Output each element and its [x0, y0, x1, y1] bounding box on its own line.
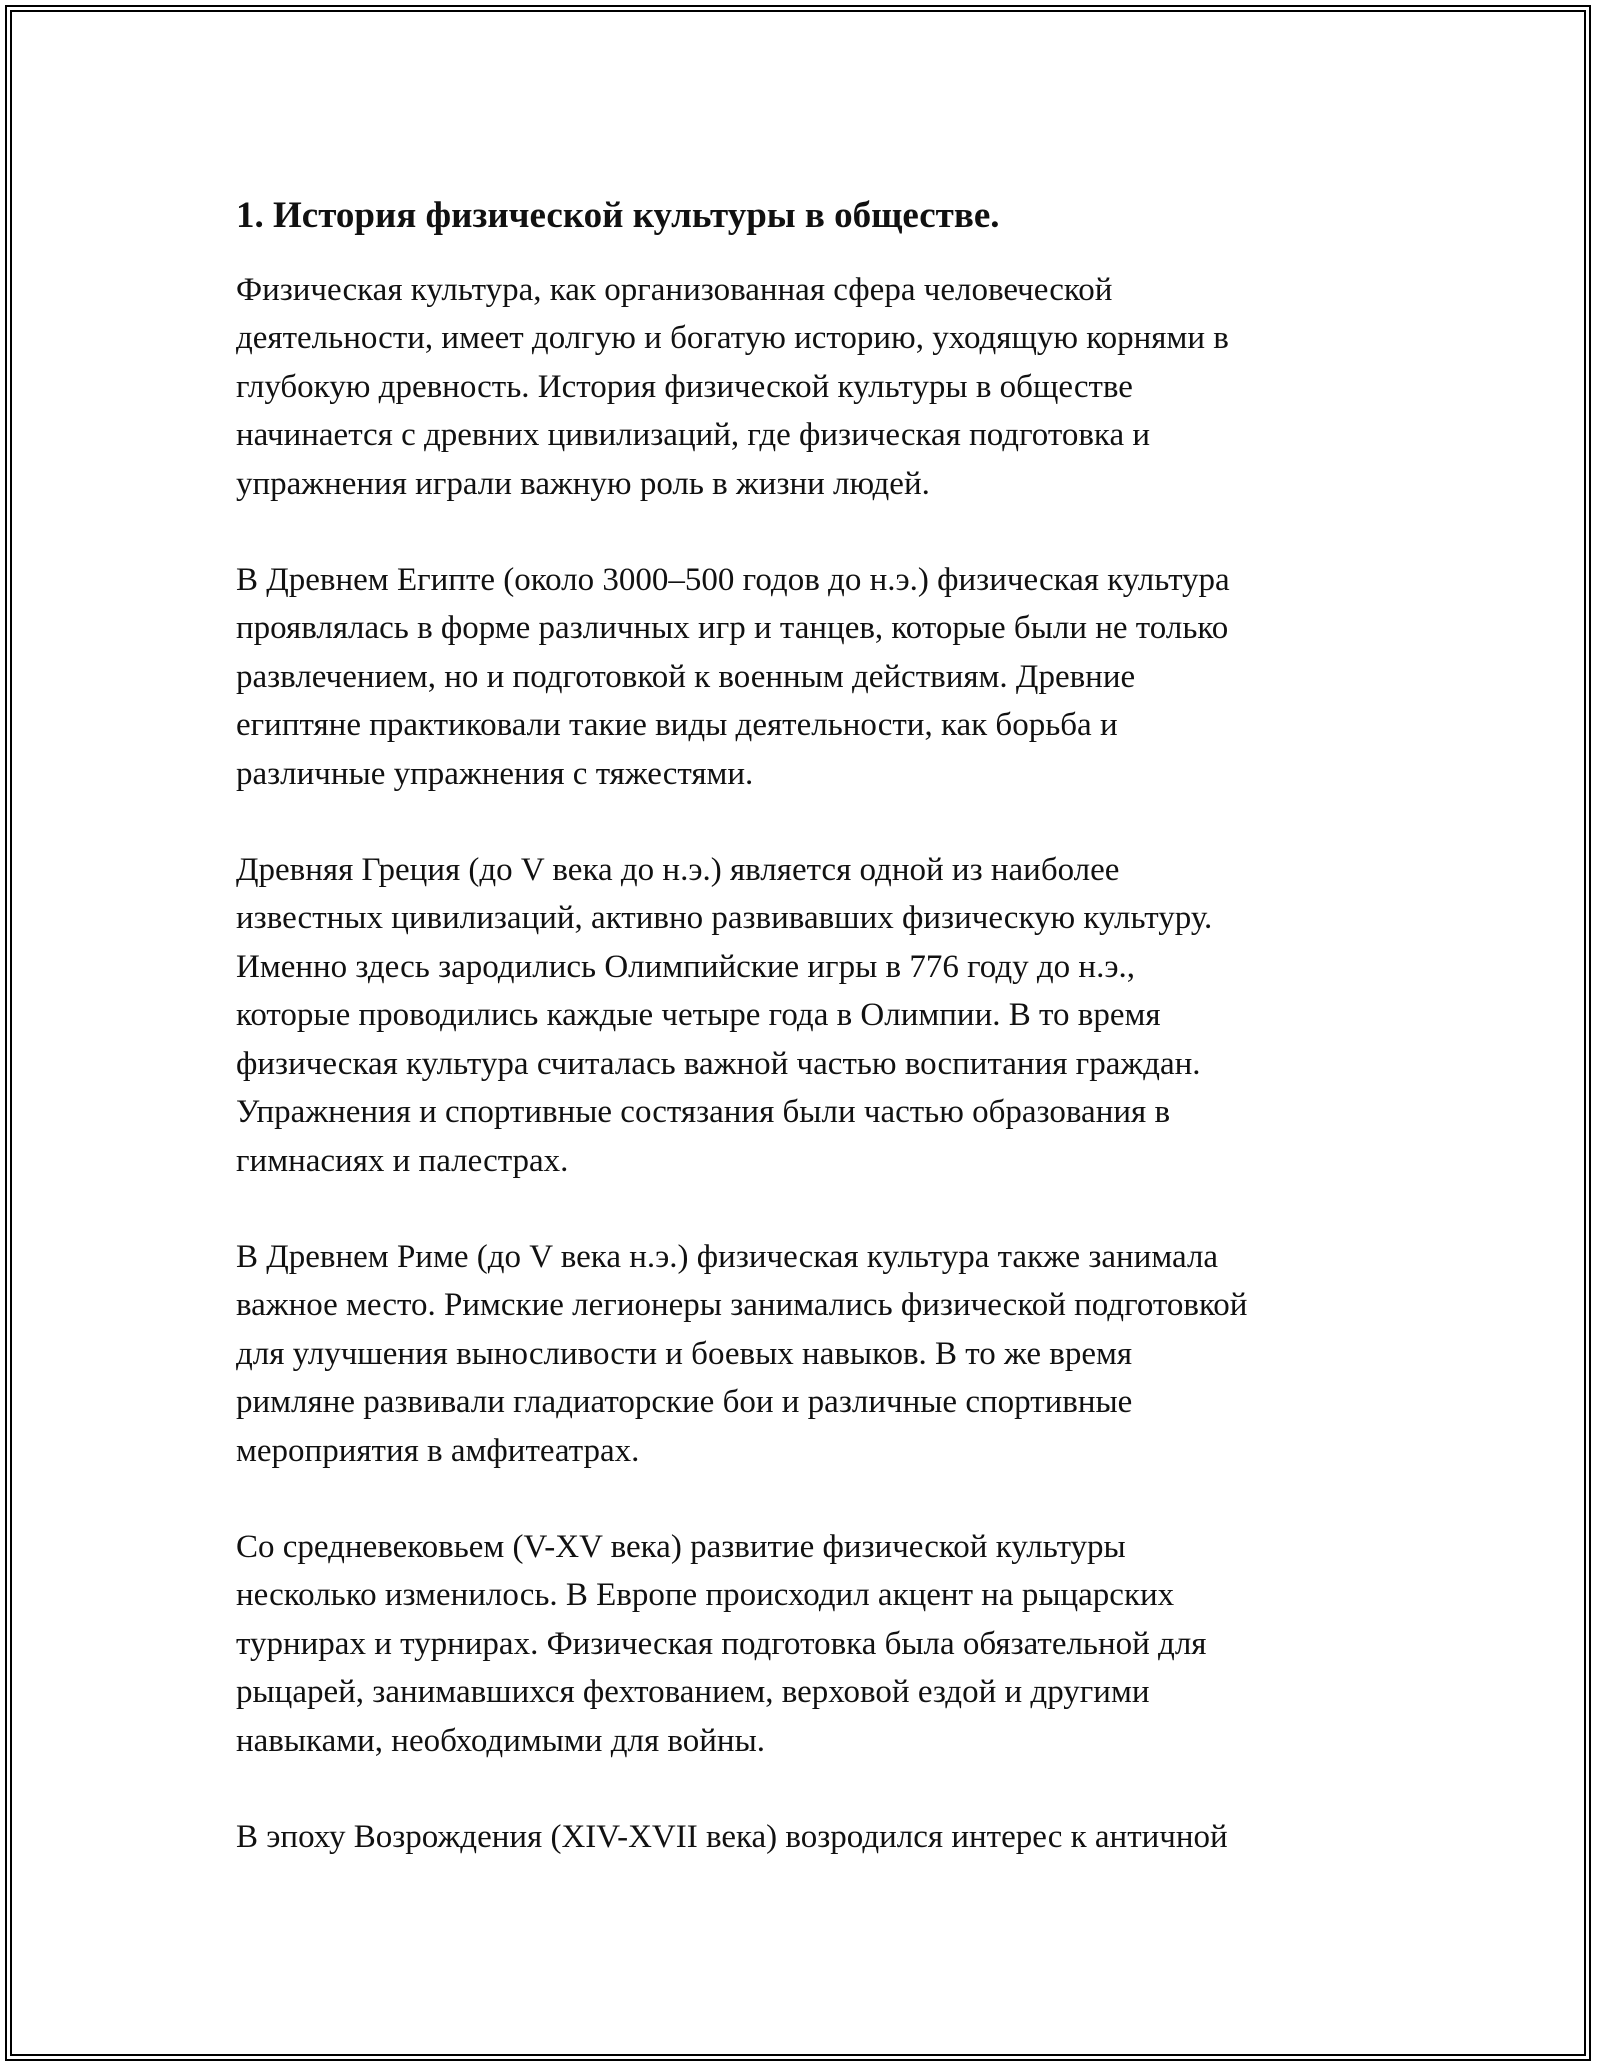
paragraph-renaissance: В эпоху Возрождения (XIV-XVII века) возродился интерес к античной [236, 1818, 1228, 1855]
paragraph-intro: Физическая культура, как организованная сфера человеческой деятельности, имеет долгую и богатую историю, уходящую корнями в глубокую древность. История физической культуры в обществе начинается с древних цивилизаций, где физическая подготовка и упражнения играли важную роль в жизни людей. [236, 272, 1229, 502]
section-heading: 1. История физической культуры в обществе. [236, 195, 1000, 236]
paragraph-greece: Древняя Греция (до V века до н.э.) является одной из наиболее известных цивилизаций, активно развивавших физическую культуру. Именно здесь зародились Олимпийские игры в 776 году до н.э., которые проводились каждые четыре года в Олимпии. В то время физическая культура считалась важной частью воспитания граждан. Упражнения и спортивные состязания были частью образования в гимнасиях и палестрах. [236, 852, 1213, 1179]
paragraph-egypt: В Древнем Египте (около 3000–500 годов до н.э.) физическая культура проявлялась в форме различных игр и танцев, которые были не только развлечением, но и подготовкой к военным действиям. Древние египтяне практиковали такие виды деятельности, как борьба и различные упражнения с тяжестями. [236, 562, 1230, 792]
document-body [236, 190, 1386, 1909]
paragraph-rome: В Древнем Риме (до V века н.э.) физическая культура также занимала важное место. Римские легионеры занимались физической подготовкой для улучшения выносливости и боевых навыков. В то же время римляне развивали гладиаторские бои и различные спортивные мероприятия в амфитеатрах. [236, 1238, 1248, 1469]
paragraph-middle-ages: Со средневековьем (V-XV века) развитие физической культуры несколько изменилось. В Европе происходил акцент на рыцарских турнирах и турнирах. Физическая подготовка была обязательной для рыцарей, занимавшихся фехтованием, верховой ездой и другими навыками, необходимыми для войны. [236, 1528, 1207, 1759]
